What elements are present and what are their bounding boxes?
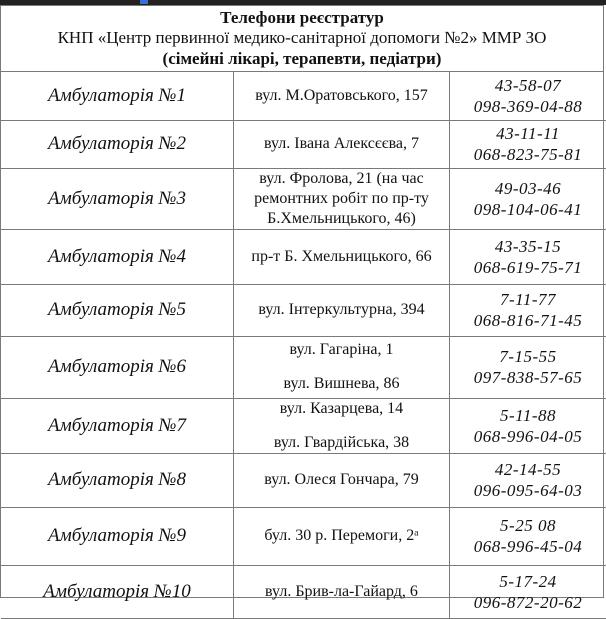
document-subtitle: (сімейні лікарі, терапевти, педіатри) [1, 49, 603, 69]
phone-cell [450, 565, 606, 618]
phone-cell [450, 168, 606, 229]
address-spacer [234, 360, 449, 374]
table-row [1, 453, 606, 507]
table-row [1, 120, 606, 168]
ambulatory-name: Амбулаторія №7 [1, 398, 234, 453]
ambulatory-name: Амбулаторія №9 [1, 507, 234, 565]
ambulatory-name: Амбулаторія №4 [1, 229, 234, 284]
organization-name: КНП «Центр первинної медико-санітарної допомоги №2» ММР ЗО [1, 27, 603, 49]
document-title: Телефони реєстратур [1, 6, 603, 27]
phone-cell [450, 229, 606, 284]
address-cell [234, 168, 450, 229]
phone-landline: 43-35-15 [450, 236, 606, 257]
phone-cell [450, 120, 606, 168]
phone-landline: 5-25 08 [450, 515, 606, 536]
document-header [1, 6, 603, 72]
phone-mobile: 068-816-71-45 [450, 310, 606, 331]
address-spacer [234, 419, 449, 433]
address-cell [234, 336, 450, 398]
phone-landline: 5-11-88 [450, 405, 606, 426]
phone-cell [450, 284, 606, 336]
registry-table [1, 72, 606, 619]
address-cell [234, 284, 450, 336]
phone-cell [450, 336, 606, 398]
address-line: вул. Гагаріна, 1 [234, 340, 449, 360]
phone-landline: 7-11-77 [450, 289, 606, 310]
address-line-secondary: вул. Вишнева, 86 [234, 374, 449, 394]
phone-landline: 43-58-07 [450, 75, 606, 96]
ambulatory-name: Амбулаторія №6 [1, 336, 234, 398]
address-cell [234, 72, 450, 120]
phone-landline: 43-11-11 [450, 123, 606, 144]
phone-cell [450, 398, 606, 453]
table-row [1, 72, 606, 120]
phone-mobile: 098-369-04-88 [450, 96, 606, 117]
address-cell [234, 565, 450, 618]
address-cell [234, 453, 450, 507]
tab-marker [140, 0, 148, 4]
phone-cell [450, 72, 606, 120]
table-row [1, 284, 606, 336]
ambulatory-name: Амбулаторія №1 [1, 72, 234, 120]
address-cell [234, 398, 450, 453]
phone-mobile: 098-104-06-41 [450, 199, 606, 220]
table-row [1, 565, 606, 618]
address-line: вул. Івана Алексєєва, 7 [234, 134, 449, 154]
address-cell [234, 120, 450, 168]
table-row [1, 168, 606, 229]
phone-mobile: 096-095-64-03 [450, 480, 606, 501]
phone-mobile: 068-996-45-04 [450, 536, 606, 557]
phone-cell [450, 507, 606, 565]
address-line: пр-т Б. Хмельницького, 66 [234, 247, 449, 267]
phone-landline: 7-15-55 [450, 346, 606, 367]
address-line-secondary: вул. Гвардійська, 38 [234, 433, 449, 453]
address-cell [234, 507, 450, 565]
ambulatory-name: Амбулаторія №3 [1, 168, 234, 229]
address-line: вул. Інтеркультурна, 394 [234, 300, 449, 320]
address-cell [234, 229, 450, 284]
phone-landline: 42-14-55 [450, 459, 606, 480]
phone-mobile: 068-823-75-81 [450, 144, 606, 165]
ambulatory-name: Амбулаторія №10 [1, 565, 234, 618]
address-line: вул. Олеся Гончара, 79 [234, 470, 449, 490]
address-line: бул. 30 р. Перемоги, 2ᵃ [234, 526, 449, 546]
table-row [1, 336, 606, 398]
phone-cell [450, 453, 606, 507]
document-sheet [0, 5, 604, 598]
phone-mobile: 096-872-20-62 [450, 592, 606, 613]
table-row [1, 507, 606, 565]
address-line: вул. Фролова, 21 (на час ремонтних робіт по пр-ту Б.Хмельницького, 46) [234, 169, 449, 229]
address-line: вул. Казарцева, 14 [234, 399, 449, 419]
table-row [1, 229, 606, 284]
address-line: вул. М.Оратовського, 157 [234, 86, 449, 106]
phone-mobile: 097-838-57-65 [450, 367, 606, 388]
phone-landline: 5-17-24 [450, 571, 606, 592]
address-line: вул. Брив-ла-Гайард, 6 [234, 582, 449, 602]
ambulatory-name: Амбулаторія №2 [1, 120, 234, 168]
phone-mobile: 068-619-75-71 [450, 257, 606, 278]
phone-landline: 49-03-46 [450, 178, 606, 199]
ambulatory-name: Амбулаторія №8 [1, 453, 234, 507]
phone-mobile: 068-996-04-05 [450, 426, 606, 447]
ambulatory-name: Амбулаторія №5 [1, 284, 234, 336]
table-row [1, 398, 606, 453]
